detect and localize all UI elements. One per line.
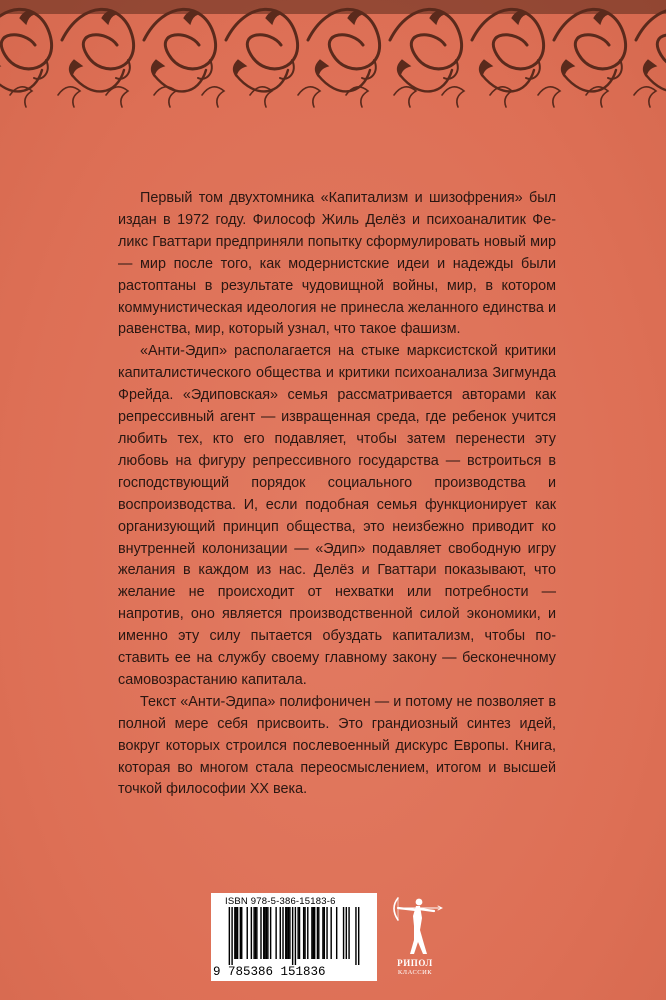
isbn-barcode [211,893,377,981]
barcode-bar [318,907,319,959]
barcode-bar [346,907,347,959]
ornament-swirl [564,70,616,91]
barcode-bar [322,907,323,959]
barcode-bar [260,907,261,959]
barcode-bar [303,907,304,959]
ornament-swirl [233,60,246,76]
barcode-bar [263,907,264,959]
publisher-name: РИПОЛ [397,958,433,968]
barcode-bar [241,907,242,959]
barcode-bar [313,907,314,959]
barcode-bar [236,907,237,959]
ean-digits: 9 785386 151836 [213,965,326,979]
ornament-swirl [442,87,464,107]
barcode-bar [314,907,315,959]
barcode-bar [255,907,256,959]
barcode-bar [288,907,289,959]
blurb-paragraph-2: «Анти-Эдип» располагается на стыке марксистской критики капиталистического общества и критики психоанализа Зигмунда Фрейда. «Эдиповская» семья рассматривается авторами как репрессивный агент — извращенная среда, где ребенок учится любить тех, кто его подавляет, чтобы затем перенести эту любовь на фигуру репрессивного государства — встроиться в господствующий порядок социального производства и воспроизводства. И, если подобная семья функционирует как организующий принцип общества, это неизбежно приводит ко внутренней колонизации — «Эдип» подавляет свободную игру желания в каждом из нас. Делёз и Гваттари показывают, что желание не происходит от нехватки или потребности — напротив, оно является производственной силой экономики, и именно эту силу пытается обуздать капитализм, чтобы поставить ее на службу своему главному закону — бесконечному самовозрастанию капитала. [118,343,556,688]
barcode-bar [304,907,305,959]
barcode-bar [326,907,327,959]
barcode-bar [266,907,267,959]
barcode-bar [264,907,265,959]
ornament-swirl [646,70,666,91]
ornament-swirl [479,60,492,76]
ornament-swirl [62,9,134,69]
ornament-swirl [202,87,224,107]
barcode-bar [286,907,287,959]
barcode-bar [240,907,241,959]
barcode-bar [343,907,344,959]
cover-blurb [118,188,556,801]
barcode-bar [282,907,283,959]
archer-icon [386,896,444,958]
barcode-bar [280,907,281,959]
barcode-bar [307,907,308,959]
barcode-bar [324,907,325,959]
ornament-swirl [315,60,328,76]
barcode-bar [289,907,290,959]
barcode-bar [231,907,232,965]
barcode-bar [358,907,359,965]
blurb-paragraph-1: Первый том двухтомника «Капитализм и шизофрения» был издан в 1972 году. Философ Жиль Делёз и психоаналитик Феликс Гваттари предприняли попытку сформулировать новый мир — мир после того, как модернистские идеи и надежды были растоптаны в результате чудовищной войны, мир, в котором коммунистическая идеология не принесла желанного единства и равенства, мир, который узнал, что такое фашизм. [118,190,556,338]
barcode-bar [234,907,235,959]
barcode-bar [295,907,296,965]
barcode-bar [355,907,356,965]
isbn-label: ISBN 978-5-386-15183-6 [225,896,336,907]
ornament-swirl [636,9,666,69]
barcode-bar [256,907,257,959]
ornament-swirl [554,9,626,69]
ornament-swirl [236,70,288,91]
barcode-bar [237,907,238,959]
ornament-swirl [58,87,80,107]
ornament-swirl [308,9,380,69]
barcode-bar [285,907,286,959]
barcode-bars [219,907,369,965]
barcode-bar [267,907,268,959]
barcode-bar [311,907,312,959]
ornament-swirl [144,9,216,69]
ornament-swirl [561,60,574,76]
blurb-paragraph-3: Текст «Анти-Эдипа» полифоничен — и потому не позволяет в полной мере себя присвоить. Это грандиозный синтез идей, вокруг которых строился послевоенный дискурс Европы. Книга, которая во многом стала переосмыслением, итогом и высшей точкой философии XX века. [118,693,556,798]
barcode-bar [270,907,271,959]
ornament-swirl [69,60,82,76]
ornament-swirl [72,70,124,91]
ornament-swirl [151,60,164,76]
publisher-logo [386,896,466,986]
floral-ornament-border [0,0,666,120]
ornament-swirl [643,60,656,76]
barcode-bar [292,907,293,965]
ornament-swirl [400,70,452,91]
barcode-bar [299,907,300,959]
barcode-bar [317,907,318,959]
barcode-bar [247,907,248,959]
ornament-swirl [226,9,298,69]
ornament-swirl [394,87,416,107]
ornament-swirl [538,87,560,107]
ornament-swirl [397,60,410,76]
ornament-swirl [390,9,462,69]
publisher-series: КЛАССИК [397,969,433,976]
barcode-bar [229,907,230,965]
barcode-bar [251,907,252,959]
barcode-bar [330,907,331,959]
ornament-swirl [0,70,42,91]
barcode-bar [336,907,337,959]
ornament-swirl [634,87,656,107]
barcode-bar [348,907,349,959]
barcode-bar [297,907,298,959]
ornament-swirl [472,9,544,69]
ornament-swirl [298,87,320,107]
barcode-bar [253,907,254,959]
barcode-bar [275,907,276,959]
